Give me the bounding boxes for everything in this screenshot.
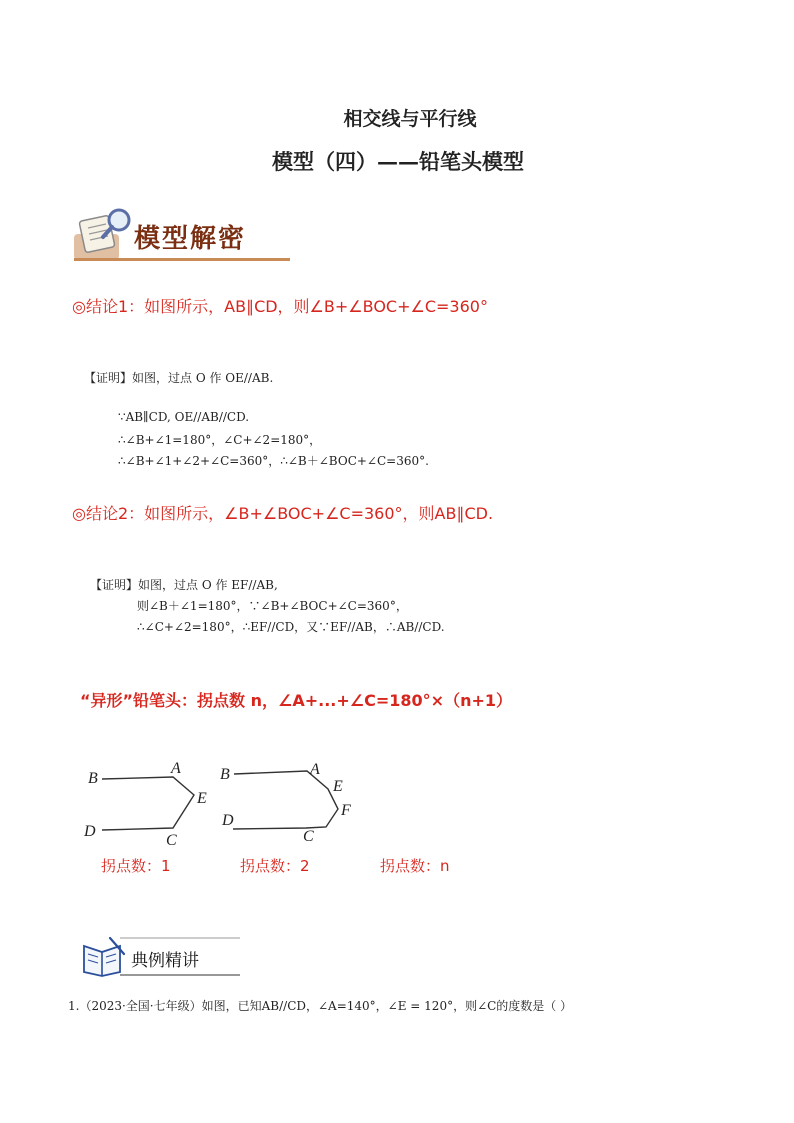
label-B: B <box>220 766 230 783</box>
turn-count-1: 拐点数：1 <box>101 857 171 875</box>
book-icon <box>84 938 124 976</box>
conclusion-1: ◎结论1：如图所示，AB∥CD，则∠B+∠BOC+∠C=360° <box>72 297 488 316</box>
turn-count-n: 拐点数：n <box>380 857 450 875</box>
label-C: C <box>166 832 177 849</box>
label-D: D <box>222 812 234 829</box>
label-E: E <box>333 778 343 795</box>
proof-1-line-1: 【证明】如图，过点 O 作 OE//AB. <box>84 371 274 385</box>
figures-pencil-head <box>80 755 380 850</box>
label-B: B <box>88 770 98 787</box>
turn-count-2: 拐点数：2 <box>240 857 310 875</box>
question-1: 1.（2023·全国·七年级）如图，已知AB//CD，∠A=140°，∠E = 120°，则∠C的度数是（ ） <box>68 999 573 1013</box>
irregular-pencil-head-rule: “异形”铅笔头：拐点数 n，∠A+...+∠C=180°×（n+1） <box>80 691 512 710</box>
label-D: D <box>84 823 96 840</box>
label-A: A <box>310 761 320 778</box>
proof-2-line-2: 则∠B＋∠1=180°，∵∠B+∠BOC+∠C=360°， <box>137 599 408 613</box>
label-F: F <box>341 802 351 819</box>
proof-1-line-2: ∵AB∥CD, OE//AB//CD. <box>118 410 250 424</box>
proof-1-line-4: ∴∠B+∠1+∠2+∠C=360°，∴∠B＋∠BOC+∠C=360°. <box>118 454 429 468</box>
proof-2-line-1: 【证明】如图，过点 O 作 EF//AB, <box>90 578 278 592</box>
label-E: E <box>197 790 207 807</box>
section-divider <box>74 258 290 261</box>
page-subtitle: 模型（四）——铅笔头模型 <box>272 149 524 174</box>
label-C: C <box>303 828 314 845</box>
conclusion-2: ◎结论2：如图所示，∠B+∠BOC+∠C=360°，则AB∥CD. <box>72 504 494 523</box>
section-title-model: 模型解密 <box>134 224 247 254</box>
section-title-examples: 典例精讲 <box>131 951 199 971</box>
proof-1-line-3: ∴∠B+∠1=180°，∠C+∠2=180°， <box>118 433 322 447</box>
figure-2 <box>220 761 351 845</box>
magnifier-icon <box>79 210 129 253</box>
figure-1 <box>83 760 207 849</box>
page-title: 相交线与平行线 <box>343 108 477 130</box>
label-A: A <box>171 760 181 777</box>
proof-2-line-3: ∴∠C+∠2=180°，∴EF//CD，又∵EF//AB，∴AB//CD. <box>137 620 445 634</box>
